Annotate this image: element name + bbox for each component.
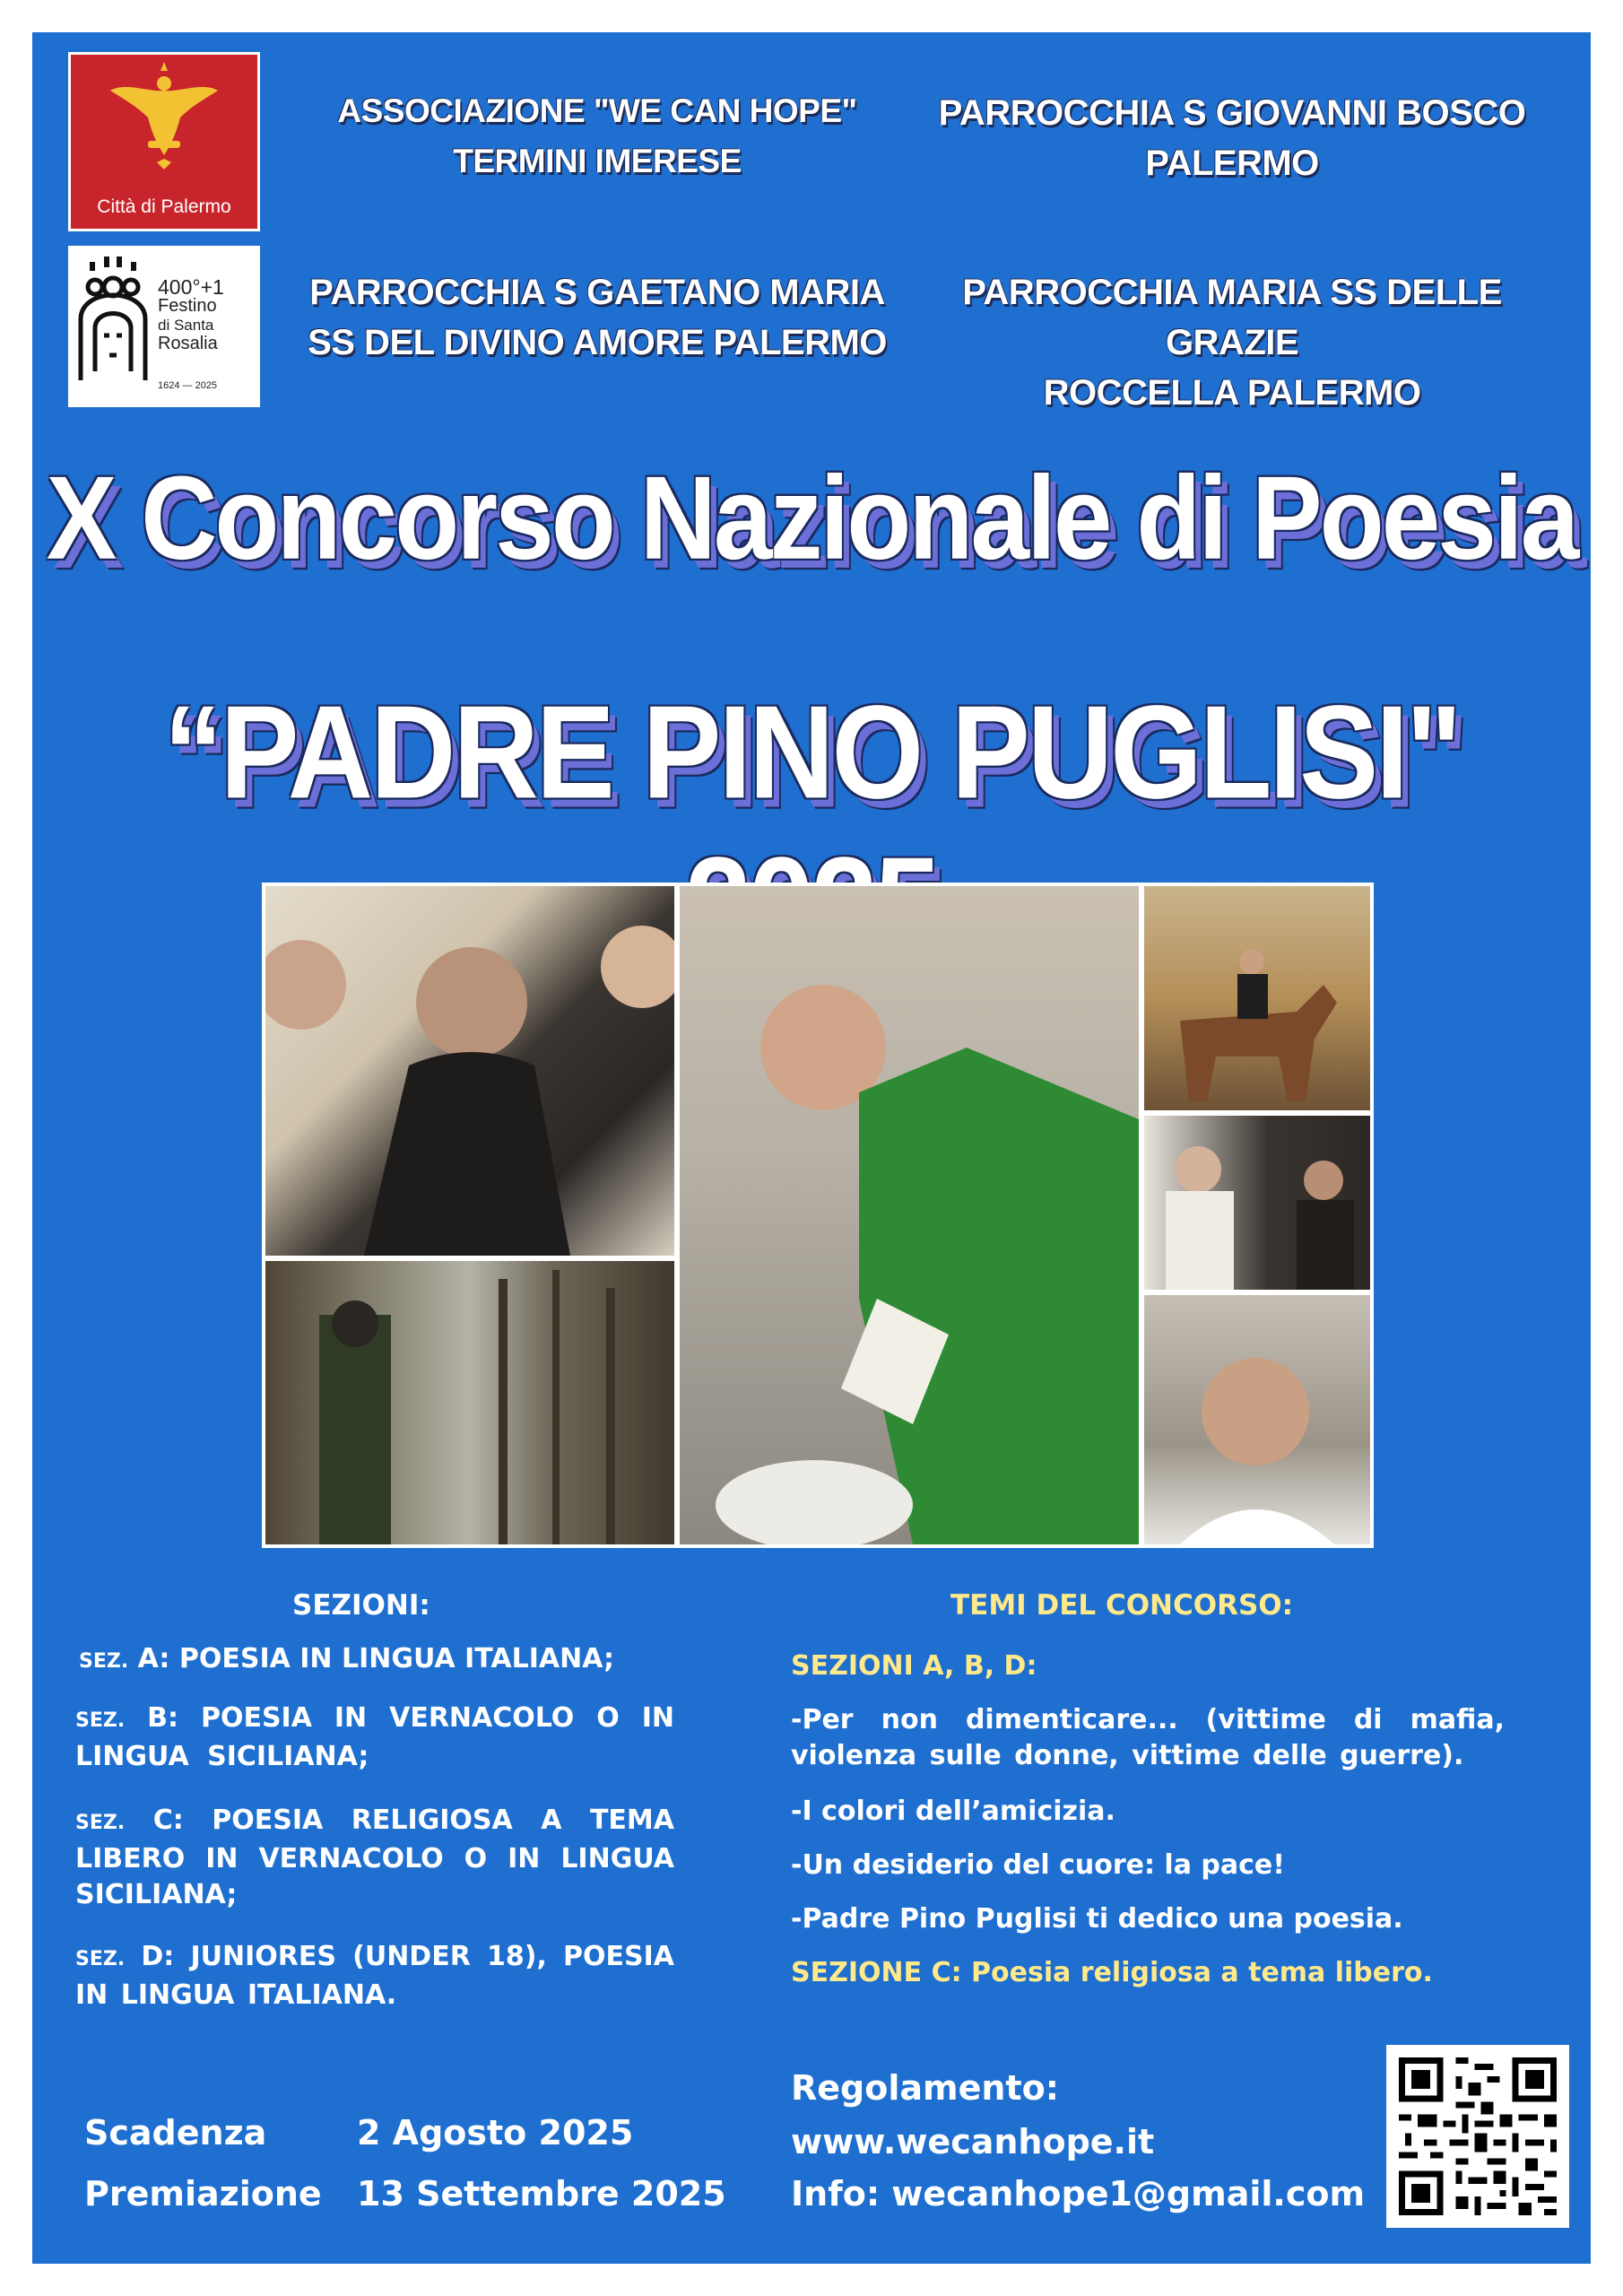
website-link[interactable]: www.wecanhope.it xyxy=(791,2122,1155,2161)
sezione-text: B: POESIA IN VERNACOLO O IN LINGUA SICILIANA; xyxy=(75,1702,674,1772)
photo-illustration xyxy=(265,886,674,1256)
sezione-prefix: SEZ. xyxy=(79,1650,129,1673)
sezione-text: A: POESIA IN LINGUA ITALIANA; xyxy=(128,1643,614,1674)
festino-text xyxy=(158,275,224,353)
sezione-text: C: POESIA RELIGIOSA A TEMA LIBERO IN VERNACOLO O IN LINGUA SICILIANA; xyxy=(75,1805,674,1910)
organizer-association xyxy=(292,86,902,187)
organizer-line: PARROCCHIA S GIOVANNI BOSCO xyxy=(938,93,1526,133)
scadenza-label: Scadenza xyxy=(84,2113,267,2152)
photo-baptism xyxy=(680,886,1139,1544)
sezione-b xyxy=(75,1700,674,1775)
temi-heading: TEMI DEL CONCORSO: xyxy=(950,1589,1294,1622)
organizer-line: PARROCCHIA S GAETANO MARIA xyxy=(309,273,885,312)
palermo-city-logo xyxy=(68,52,260,231)
festino-line: di Santa xyxy=(158,317,214,334)
organizer-parish-gaetano xyxy=(292,267,902,368)
organizer-line: PARROCCHIA MARIA SS DELLE GRAZIE xyxy=(962,273,1502,362)
santa-rosalia-face-icon xyxy=(68,246,158,407)
organizer-parish-bosco xyxy=(927,88,1537,188)
city-caption: Città di Palermo xyxy=(97,196,231,217)
title-line-1: X Concorso Nazionale di Poesia xyxy=(46,452,1577,585)
sezioni-heading: SEZIONI: xyxy=(292,1589,430,1622)
festino-santa-rosalia-logo xyxy=(68,246,260,407)
qr-code[interactable] xyxy=(1386,2045,1569,2228)
temi-subheading: SEZIONI A, B, D: xyxy=(791,1650,1037,1682)
tema-item: -Per non dimenticare... (vittime di mafia, violenza sulle donne, vittime delle guerre). xyxy=(791,1704,1505,1771)
regolamento-label: Regolamento: xyxy=(791,2068,1059,2108)
premiazione-value: 13 Settembre 2025 xyxy=(357,2174,726,2213)
photo-horse-ride xyxy=(1144,886,1370,1110)
organizer-line: PALERMO xyxy=(1145,144,1319,183)
sezione-a xyxy=(79,1641,671,1680)
festino-line: Rosalia xyxy=(158,334,218,353)
sezione-prefix: SEZ. xyxy=(75,1812,126,1834)
photo-illustration xyxy=(1144,1295,1370,1544)
sezione-prefix: SEZ. xyxy=(75,1948,126,1970)
photo-illustration xyxy=(265,1261,674,1544)
organizer-line: ASSOCIAZIONE "WE CAN HOPE" xyxy=(337,92,857,129)
photo-illustration xyxy=(680,886,1139,1544)
sezione-text: D: JUNIORES (UNDER 18), POESIA IN LINGUA ITALIANA. xyxy=(75,1941,674,2011)
scadenza-value: 2 Agosto 2025 xyxy=(357,2113,634,2152)
photo-portrait xyxy=(1144,1295,1370,1544)
sezione-prefix: SEZ. xyxy=(75,1709,126,1732)
tema-sezione-c: SEZIONE C: Poesia religiosa a tema libero. xyxy=(791,1957,1433,1988)
sezione-d xyxy=(75,1939,674,2013)
eagle-emblem-icon xyxy=(71,55,257,189)
tema-item: -I colori dell’amicizia. xyxy=(791,1796,1115,1827)
tema-item: -Padre Pino Puglisi ti dedico una poesia. xyxy=(791,1903,1403,1935)
sezione-c xyxy=(75,1803,674,1913)
organizer-line: SS DEL DIVINO AMORE PALERMO xyxy=(308,323,887,362)
qr-code-icon xyxy=(1386,2045,1569,2228)
photo-forest-mass xyxy=(265,1261,674,1544)
organizer-line: TERMINI IMERESE xyxy=(453,143,742,179)
info-email[interactable]: Info: wecanhope1@gmail.com xyxy=(791,2174,1366,2213)
festino-years: 1624 — 2025 xyxy=(158,380,218,391)
festino-line: 400°+1 xyxy=(158,275,224,299)
photo-smiling-priest xyxy=(265,886,674,1256)
organizer-line: ROCCELLA PALERMO xyxy=(1043,373,1421,413)
title-line-2: “PADRE PINO PUGLISI" xyxy=(163,678,1460,826)
photo-with-pope xyxy=(1144,1116,1370,1290)
photo-illustration xyxy=(1144,886,1370,1110)
photo-illustration xyxy=(1144,1116,1370,1290)
premiazione-label: Premiazione xyxy=(84,2174,322,2213)
photo-collage xyxy=(262,883,1374,1548)
festino-line: Festino xyxy=(158,296,217,316)
organizer-parish-grazie xyxy=(927,267,1537,418)
tema-item: -Un desiderio del cuore: la pace! xyxy=(791,1849,1285,1881)
